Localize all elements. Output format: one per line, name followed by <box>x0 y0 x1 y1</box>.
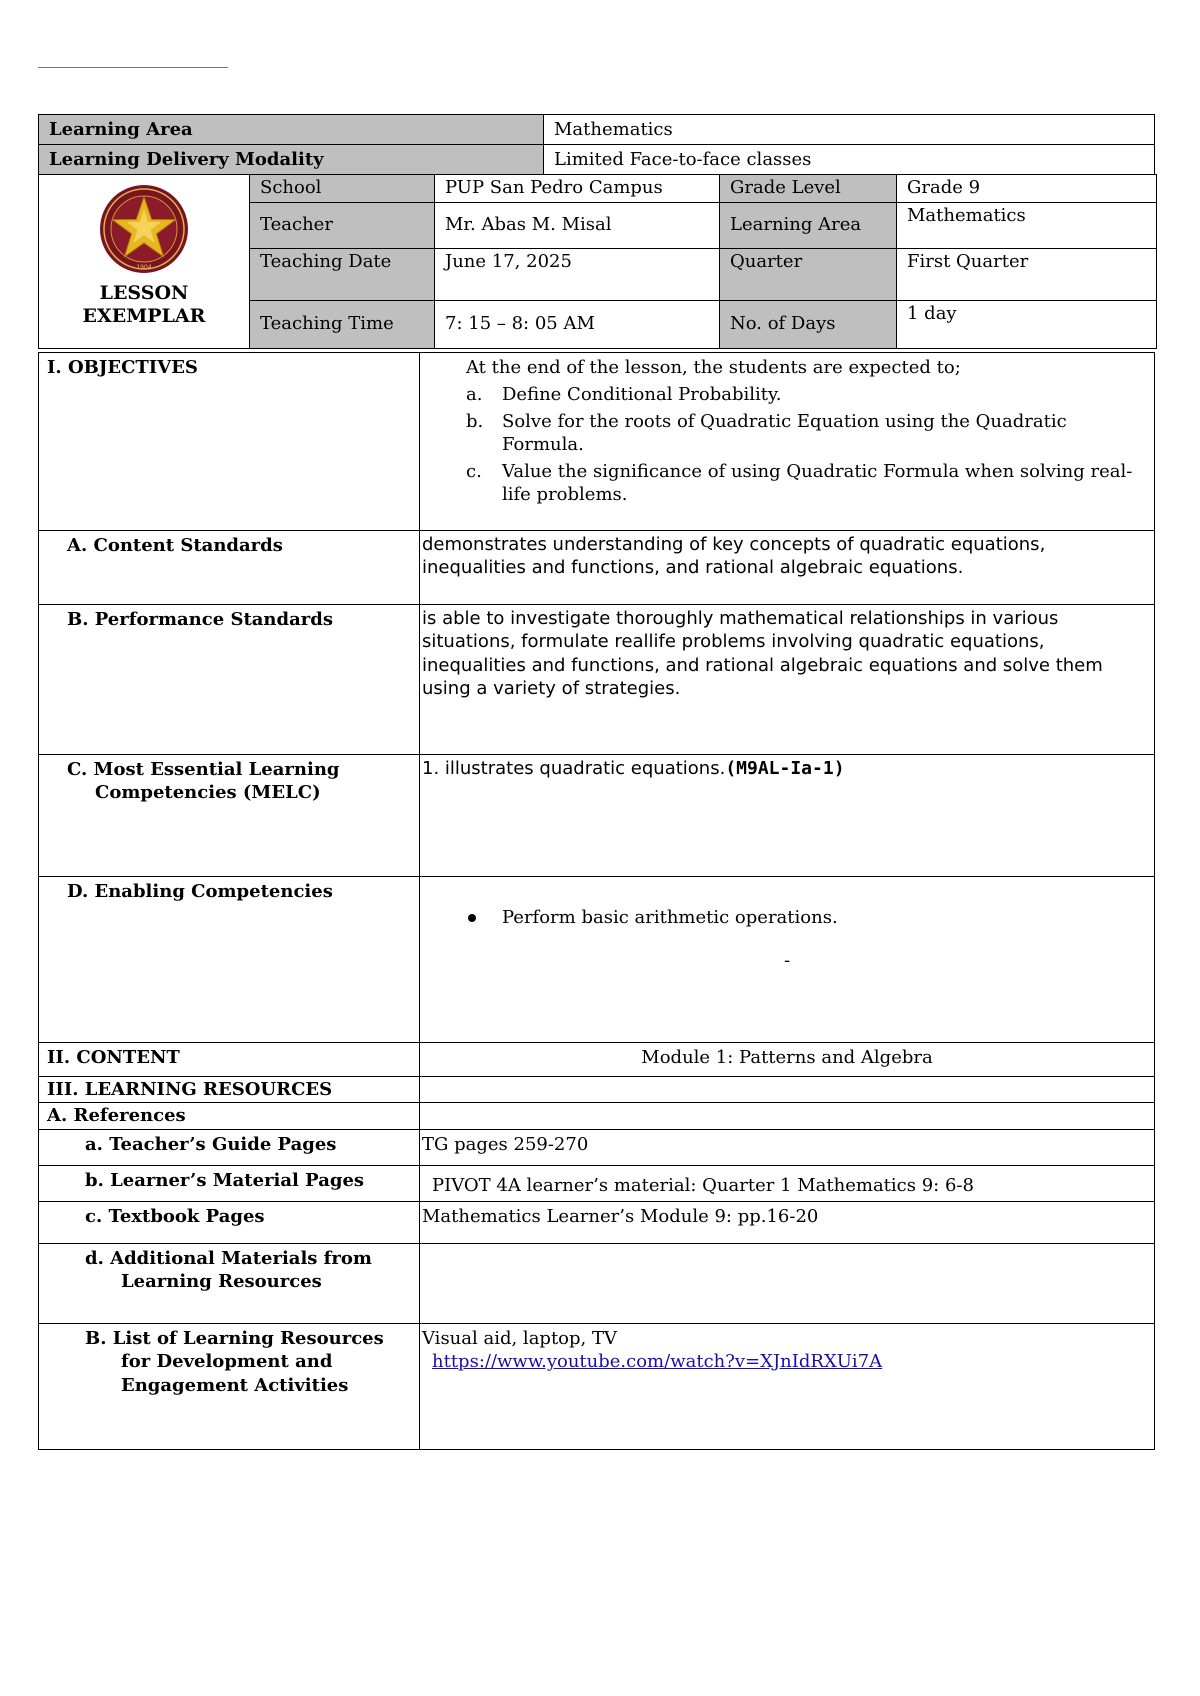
grade-level-value: Grade 9 <box>897 175 1157 203</box>
tg-label: a. Teacher’s Guide Pages <box>39 1129 420 1165</box>
lesson-title-line1: LESSON <box>99 281 189 304</box>
objective-item: c. Value the significance of using Quadratic Formula when solving real-life problems. <box>466 460 1133 505</box>
school-label: School <box>250 175 435 203</box>
learning-area-2-label: Learning Area <box>720 203 897 249</box>
resources-list-text: Visual aid, laptop, TV <box>422 1327 617 1349</box>
teacher-label: Teacher <box>250 203 435 249</box>
content-value: Module 1: Patterns and Algebra <box>420 1043 1155 1077</box>
content-standards-label: A. Content Standards <box>39 531 420 605</box>
info-table <box>38 174 1157 349</box>
tb-value: Mathematics Learner’s Module 9: pp.16-20 <box>420 1201 1155 1243</box>
learning-area-label: Learning Area <box>39 115 544 145</box>
enabling-bullet: Perform basic arithmetic operations. <box>468 906 1146 929</box>
teaching-time-label: Teaching Time <box>250 301 435 349</box>
modality-value: Limited Face-to-face classes <box>544 145 1155 175</box>
seal-year: 1904 <box>136 264 152 271</box>
melc-text: 1. illustrates quadratic equations. <box>422 758 726 779</box>
main-table <box>38 352 1155 1450</box>
objectives-intro: At the end of the lesson, the students are expected to; <box>466 357 961 378</box>
learning-resources-value <box>420 1077 1155 1103</box>
objectives-list <box>466 383 1146 506</box>
enabling-label: D. Enabling Competencies <box>39 877 420 1043</box>
quarter-label: Quarter <box>720 249 897 301</box>
objectives-label: I. OBJECTIVES <box>39 353 420 531</box>
tb-label: c. Textbook Pages <box>39 1201 420 1243</box>
performance-standards-label: B. Performance Standards <box>39 605 420 755</box>
header-rule <box>38 67 228 68</box>
logo-cell <box>39 175 250 349</box>
days-value: 1 day <box>897 301 1157 349</box>
additional-materials-value <box>420 1243 1155 1323</box>
tg-value: TG pages 259-270 <box>420 1129 1155 1165</box>
teaching-date-value: June 17, 2025 <box>435 249 720 301</box>
learning-area-2-value: Mathematics <box>897 203 1157 249</box>
grade-level-label: Grade Level <box>720 175 897 203</box>
objectives-cell <box>420 353 1155 531</box>
lm-label: b. Learner’s Material Pages <box>39 1165 420 1201</box>
youtube-link[interactable]: https://www.youtube.com/watch?v=XJnIdRXUi7A <box>432 1351 883 1373</box>
quarter-value: First Quarter <box>897 249 1157 301</box>
list-resources-value <box>420 1323 1155 1449</box>
teaching-date-label: Teaching Date <box>250 249 435 301</box>
list-resources-label: B. List of Learning Resources for Development and Engagement Activities <box>39 1323 420 1449</box>
days-label: No. of Days <box>720 301 897 349</box>
enabling-cell <box>420 877 1155 1043</box>
teacher-value: Mr. Abas M. Misal <box>435 203 720 249</box>
content-label: II. CONTENT <box>39 1043 420 1077</box>
learning-resources-label: III. LEARNING RESOURCES <box>39 1077 420 1103</box>
performance-standards-value: is able to investigate thoroughly mathematical relationships in various situations, formulate reallife problems involving quadratic equations, inequalities and functions, and rational algebraic equations and solve them using a variety of strategies. <box>420 605 1155 755</box>
content-standards-value: demonstrates understanding of key concepts of quadratic equations, inequalities and functions, and rational algebraic equations. <box>420 531 1155 605</box>
objective-item: b. Solve for the roots of Quadratic Equation using the Quadratic Formula. <box>466 410 1067 456</box>
objective-item: a. Define Conditional Probability. <box>466 384 782 406</box>
melc-value <box>420 755 1155 877</box>
references-label: A. References <box>39 1103 420 1129</box>
lm-value: PIVOT 4A learner’s material: Quarter 1 Mathematics 9: 6-8 <box>420 1165 1155 1201</box>
teaching-time-value: 7: 15 – 8: 05 AM <box>435 301 720 349</box>
school-seal-icon <box>94 183 194 275</box>
enabling-dash: - <box>783 950 791 972</box>
melc-label: C. Most Essential Learning Competencies (MELC) <box>39 755 420 877</box>
lesson-title-line2: EXEMPLAR <box>82 305 206 328</box>
bullet-icon <box>468 914 476 922</box>
school-value: PUP San Pedro Campus <box>435 175 720 203</box>
header-table <box>38 114 1155 175</box>
additional-materials-label: d. Additional Materials from Learning Resources <box>39 1243 420 1323</box>
learning-area-value: Mathematics <box>544 115 1155 145</box>
references-value <box>420 1103 1155 1129</box>
modality-label: Learning Delivery Modality <box>39 145 544 175</box>
melc-code: (M9AL-Ia-1) <box>725 758 845 779</box>
